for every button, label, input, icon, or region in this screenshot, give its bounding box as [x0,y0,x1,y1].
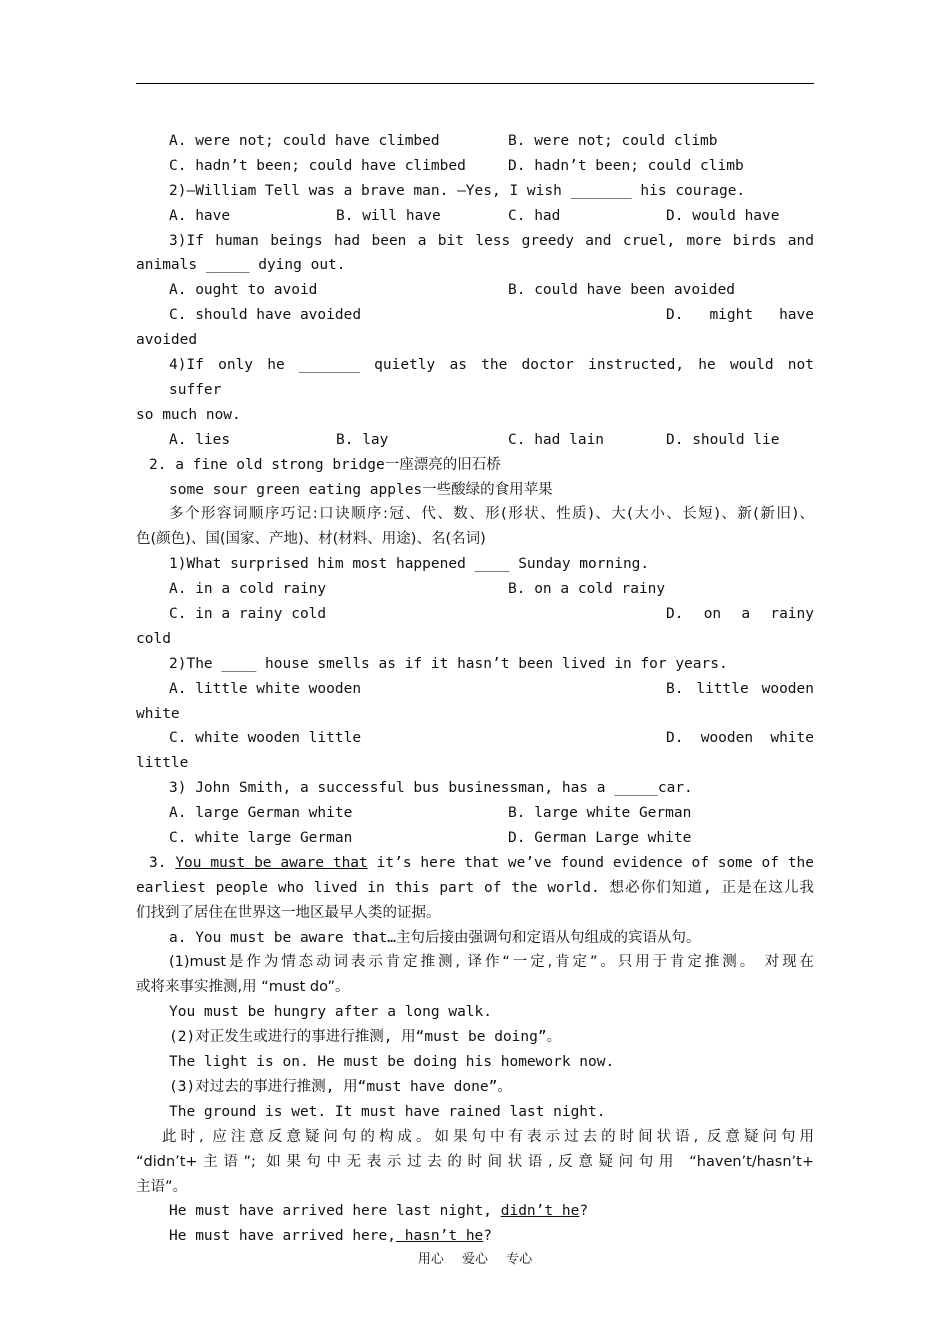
question-stem: 3) John Smith, a successful bus businessman, has a _____car. [169,780,693,797]
tag-question-note-cont: “didn’t+主语”; 如果句中无表示过去的时间状语,反意疑问句用 “haven’t/hasn’t+ [136,1153,814,1170]
example-line: The ground is wet. It must have rained last night. [169,1103,606,1120]
option-a: A. large German white [169,805,353,822]
option-d-cont: little [136,755,189,772]
tag-underlined: hasn’t he [395,1228,484,1245]
option-c: C. in a rainy cold [169,605,327,622]
option-c: C. hadn’t been; could have climbed [169,157,466,174]
option-a: A. in a cold rainy [169,581,327,598]
question-stem: 3)If human beings had been a bit less greedy and cruel, more birds and [169,232,814,249]
option-d: D. on a rainy [666,605,814,622]
paragraph-line: earliest people who lived in this part of the world. 想必你们知道, 正是在这儿我 [136,879,814,896]
option-row [136,726,814,751]
option-row [136,801,814,826]
option-b-cont: white [136,705,180,722]
option-d: D. German Large white [508,830,692,846]
example-line [136,1224,814,1249]
question-stem-cont: so much now. [136,406,241,423]
option-a: A. were not; could have climbed [169,133,440,149]
option-a: A. have [169,207,231,224]
option-c: C. white large German [169,830,353,846]
option-d: D. would have [666,207,780,224]
example-line: some sour green eating apples一些酸绿的食用苹果 [169,481,553,498]
tag-underlined: didn’t he [500,1203,580,1220]
option-row [136,303,814,328]
option-row [136,602,814,627]
option-d: D. wooden white [666,730,814,747]
example-end: ? [483,1228,493,1245]
option-d-cont: cold [136,630,171,647]
question-stem: 2)—William Tell was a brave man. –Yes, I wish _______ his courage. [169,182,746,199]
option-c: C. had lain [508,431,605,448]
option-b: B. large white German [508,805,692,822]
tag-question-note-cont: 主语”。 [136,1178,188,1195]
example-text: He must have arrived here, [169,1228,396,1245]
option-d: D. might have [666,307,814,324]
option-row [136,129,814,154]
question-stem: 2)The ____ house smells as if it hasn’t been lived in for years. [169,655,728,672]
option-d: D. hadn’t been; could climb [508,157,744,174]
option-b: B. little wooden [666,680,814,697]
option-d-cont: avoided [136,332,198,349]
option-row [136,826,814,851]
question-stem: 4)If only he _______ quietly as the doctor instructed, he would not suffer [169,357,814,398]
example-line: You must be hungry after a long walk. [169,1004,493,1021]
option-row [136,677,814,702]
section-heading: 2. a fine old strong bridge一座漂亮的旧石桥 [149,456,501,473]
example-line [136,1199,814,1224]
section-number: 3. [149,854,167,871]
rule-text: 多个形容词顺序巧记:口诀顺序:冠、代、数、形(形状、性质)、大(大小、长短)、新(新旧)、 [169,506,814,523]
point-2: (2)对正发生或进行的事进行推测, 用“must be doing”。 [169,1029,562,1046]
option-b: B. on a cold rainy [508,581,666,598]
header-rule [136,83,814,84]
paragraph-line: 们找到了居住在世界这一地区最早人类的证据。 [136,904,441,921]
page-footer: 用心 爱心 专心 [417,1252,533,1267]
option-c: C. should have avoided [169,307,362,324]
point-3: (3)对过去的事进行推测, 用“must have done”。 [169,1078,512,1095]
option-b: B. were not; could climb [508,133,718,149]
point-1-cont: 或将来事实推测,用 “must do”。 [136,979,350,996]
example-text: He must have arrived here last night, [169,1203,501,1220]
example-line: The light is on. He must be doing his homework now. [169,1054,615,1071]
option-row [136,278,814,303]
underlined-phrase: You must be aware that [175,854,368,871]
option-a: A. lies [169,431,231,448]
question-stem: 1)What surprised him most happened ____ Sunday morning. [169,556,650,573]
option-d: D. should lie [666,431,780,448]
option-row [136,577,814,602]
option-c: C. had [508,207,561,224]
option-b: B. will have [336,207,441,224]
section-heading [136,851,814,876]
example-end: ? [579,1203,589,1220]
document-body [136,129,814,1249]
rule-text-cont: 色(颜色)、国(国家、产地)、材(材料、用途)、名(名词) [136,531,486,548]
option-row [136,204,814,229]
heading-rest: it’s here that we’ve found evidence of some of the [376,854,815,871]
option-a: A. ought to avoid [169,282,318,299]
question-stem-cont: animals _____ dying out. [136,257,346,274]
tag-question-note: 此时, 应注意反意疑问句的构成。如果句中有表示过去的时间状语, 反意疑问句用 [162,1128,814,1145]
note-line: a. You must be aware that…主句后接由强调句和定语从句组成的宾语从句。 [169,929,701,946]
option-row [136,428,814,453]
option-row [136,154,814,179]
option-b: B. lay [336,431,389,448]
point-1: (1)must是作为情态动词表示肯定推测, 译作“一定,肯定”。只用于肯定推测。 对现在 [169,954,814,971]
option-a: A. little white wooden [169,680,362,697]
option-c: C. white wooden little [169,730,362,747]
option-b: B. could have been avoided [508,282,735,299]
